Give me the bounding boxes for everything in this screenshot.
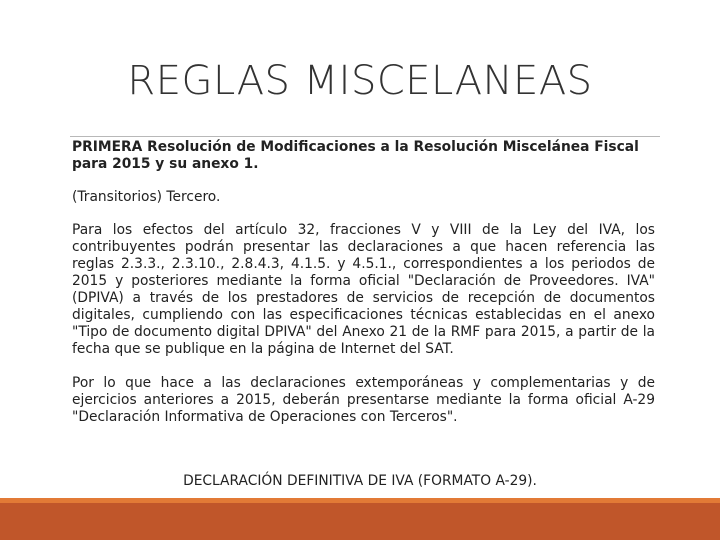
bottom-band [0,498,720,540]
slide-content [72,139,655,426]
footer-statement: DECLARACIÓN DEFINITIVA DE IVA (FORMATO A-29). [183,473,537,489]
resolution-heading: PRIMERA Resolución de Modificaciones a la Resolución Miscelánea Fiscal para 2015 y su anexo 1. [72,139,639,172]
body-paragraph-2: Por lo que hace a las declaraciones extemporáneas y complementarias y de ejercicios anteriores a 2015, deberán presentarse mediante la forma oficial A-29 "Declaración Informativa de Operaciones con Terceros". [72,375,655,425]
bottom-band-accent [0,498,720,503]
body-paragraph-1: Para los efectos del artículo 32, fracciones V y VIII de la Ley del IVA, los contribuyentes podrán presentar las declaraciones a que hacen referencia las reglas 2.3.3., 2.3.10., 2.8.4.3, 4.1.5. y 4.5.1., correspondientes a los periodos de 2015 y posteriores mediante la forma oficial "Declaración de Proveedores. IVA" (DPIVA) a través de los prestadores de servicios de recepción de documentos digitales, cumpliendo con las especificaciones técnicas establecidas en el anexo "Tipo de documento digital DPIVA" del Anexo 21 de la RMF para 2015, a partir de la fecha que se publique en la página de Internet del SAT. [72,222,655,357]
transitorios-subheading: (Transitorios) Tercero. [72,189,221,205]
slide-title: REGLAS MISCELANEAS [127,58,593,104]
title-divider [70,136,660,137]
